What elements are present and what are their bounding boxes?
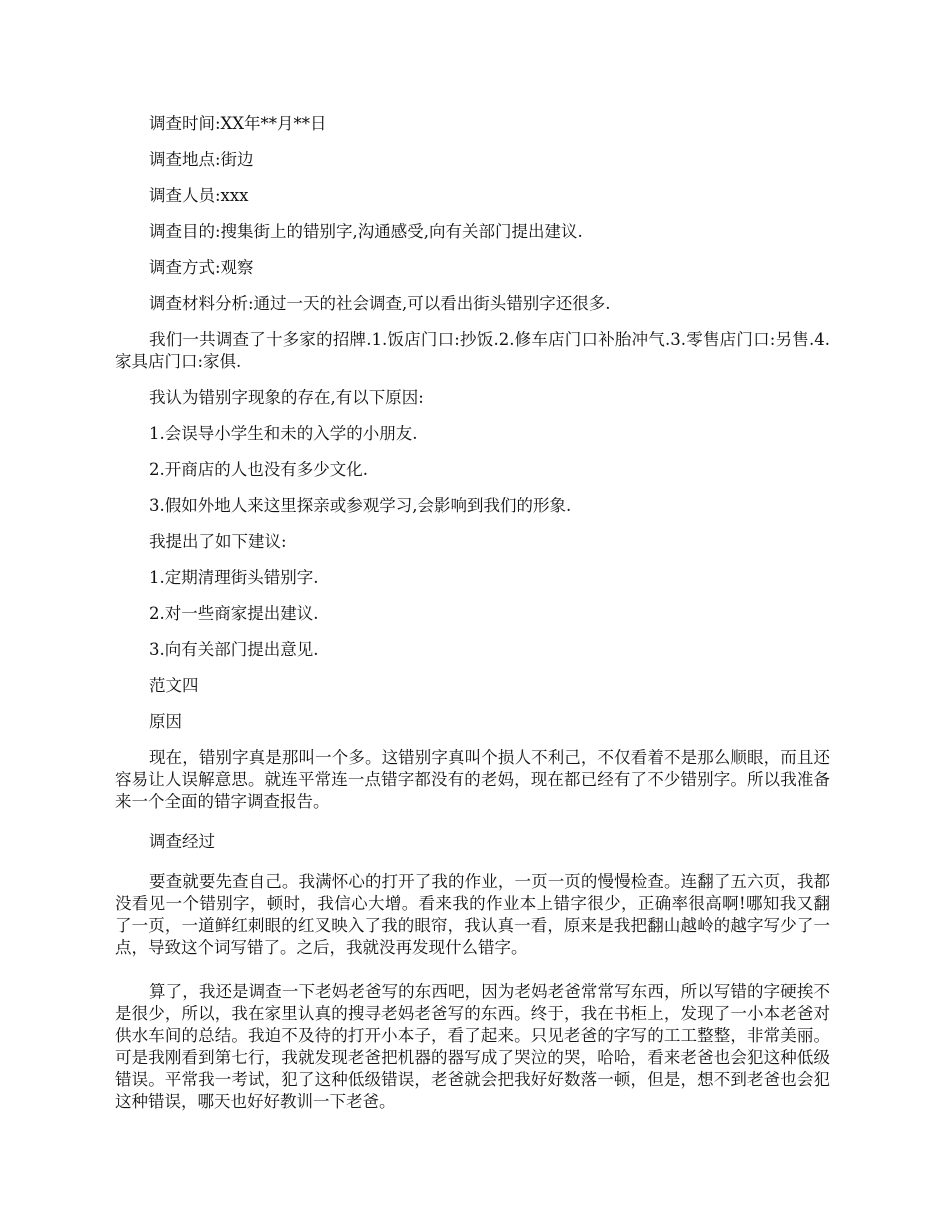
reason-item-2: 2.开商店的人也没有多少文化. bbox=[149, 460, 368, 479]
suggestion-item-1: 1.定期清理街头错别字. bbox=[149, 568, 319, 587]
suggestions-heading: 我提出了如下建议: bbox=[149, 532, 287, 551]
survey-location: 调查地点:街边 bbox=[149, 150, 254, 169]
survey-findings: 我们一共调查了十多家的招牌.1.饭店门口:抄饭.2.修车店门口补胎冲气.3.零售店门口:另售.4.家具店门口:家俱. bbox=[115, 330, 830, 371]
survey-staff: 调查人员:xxx bbox=[149, 186, 249, 205]
survey-time: 调查时间:XX年**月**日 bbox=[149, 114, 327, 133]
sample-essay-title: 范文四 bbox=[149, 676, 199, 695]
survey-purpose: 调查目的:搜集街上的错别字,沟通感受,向有关部门提出建议. bbox=[149, 222, 583, 241]
suggestion-item-3: 3.向有关部门提出意见. bbox=[149, 640, 319, 659]
section-heading-process: 调查经过 bbox=[149, 832, 215, 851]
document-page bbox=[115, 113, 830, 1113]
survey-method: 调查方式:观察 bbox=[149, 258, 254, 277]
reasons-heading: 我认为错别字现象的存在,有以下原因: bbox=[149, 388, 424, 407]
section-heading-reason: 原因 bbox=[149, 712, 182, 731]
reason-item-1: 1.会误导小学生和未的入学的小朋友. bbox=[149, 424, 418, 443]
survey-analysis: 调查材料分析:通过一天的社会调查,可以看出街头错别字还很多. bbox=[149, 294, 611, 313]
suggestion-item-2: 2.对一些商家提出建议. bbox=[149, 604, 319, 623]
reason-paragraph: 现在，错别字真是那叫一个多。这错别字真叫个损人不利己，不仅看着不是那么顺眼，而且还容易让人误解意思。就连平常连一点错字都没有的老妈，现在都已经有了不少错别字。所以我准备来一个全面的错字调查报告。 bbox=[115, 748, 830, 811]
reason-item-3: 3.假如外地人来这里探亲或参观学习,会影响到我们的形象. bbox=[149, 496, 572, 515]
process-paragraph-2: 算了，我还是调查一下老妈老爸写的东西吧，因为老妈老爸常常写东西，所以写错的字硬挨不是很少，所以，我在家里认真的搜寻老妈老爸写的东西。终于，我在书柜上，发现了一小本老爸对供水车间的总结。我迫不及待的打开小本子，看了起来。只见老爸的字写的工工整整，非常美丽。可是我刚看到第七行，我就发现老爸把机器的器写成了哭泣的哭，哈哈，看来老爸也会犯这种低级错误。平常我一考试，犯了这种低级错误，老爸就会把我好好数落一顿，但是，想不到老爸也会犯这种错误，哪天也好好教训一下老爸。 bbox=[115, 982, 830, 1111]
process-paragraph-1: 要查就要先查自己。我满怀心的打开了我的作业，一页一页的慢慢检查。连翻了五六页，我都没看见一个错别字，顿时，我信心大增。看来我的作业本上错字很少，正确率很高啊!哪知我又翻了一页，一道鲜红刺眼的红叉映入了我的眼帘，我认真一看，原来是我把翻山越岭的越字写少了一点，导致这个词写错了。之后，我就没再发现什么错字。 bbox=[115, 872, 830, 957]
